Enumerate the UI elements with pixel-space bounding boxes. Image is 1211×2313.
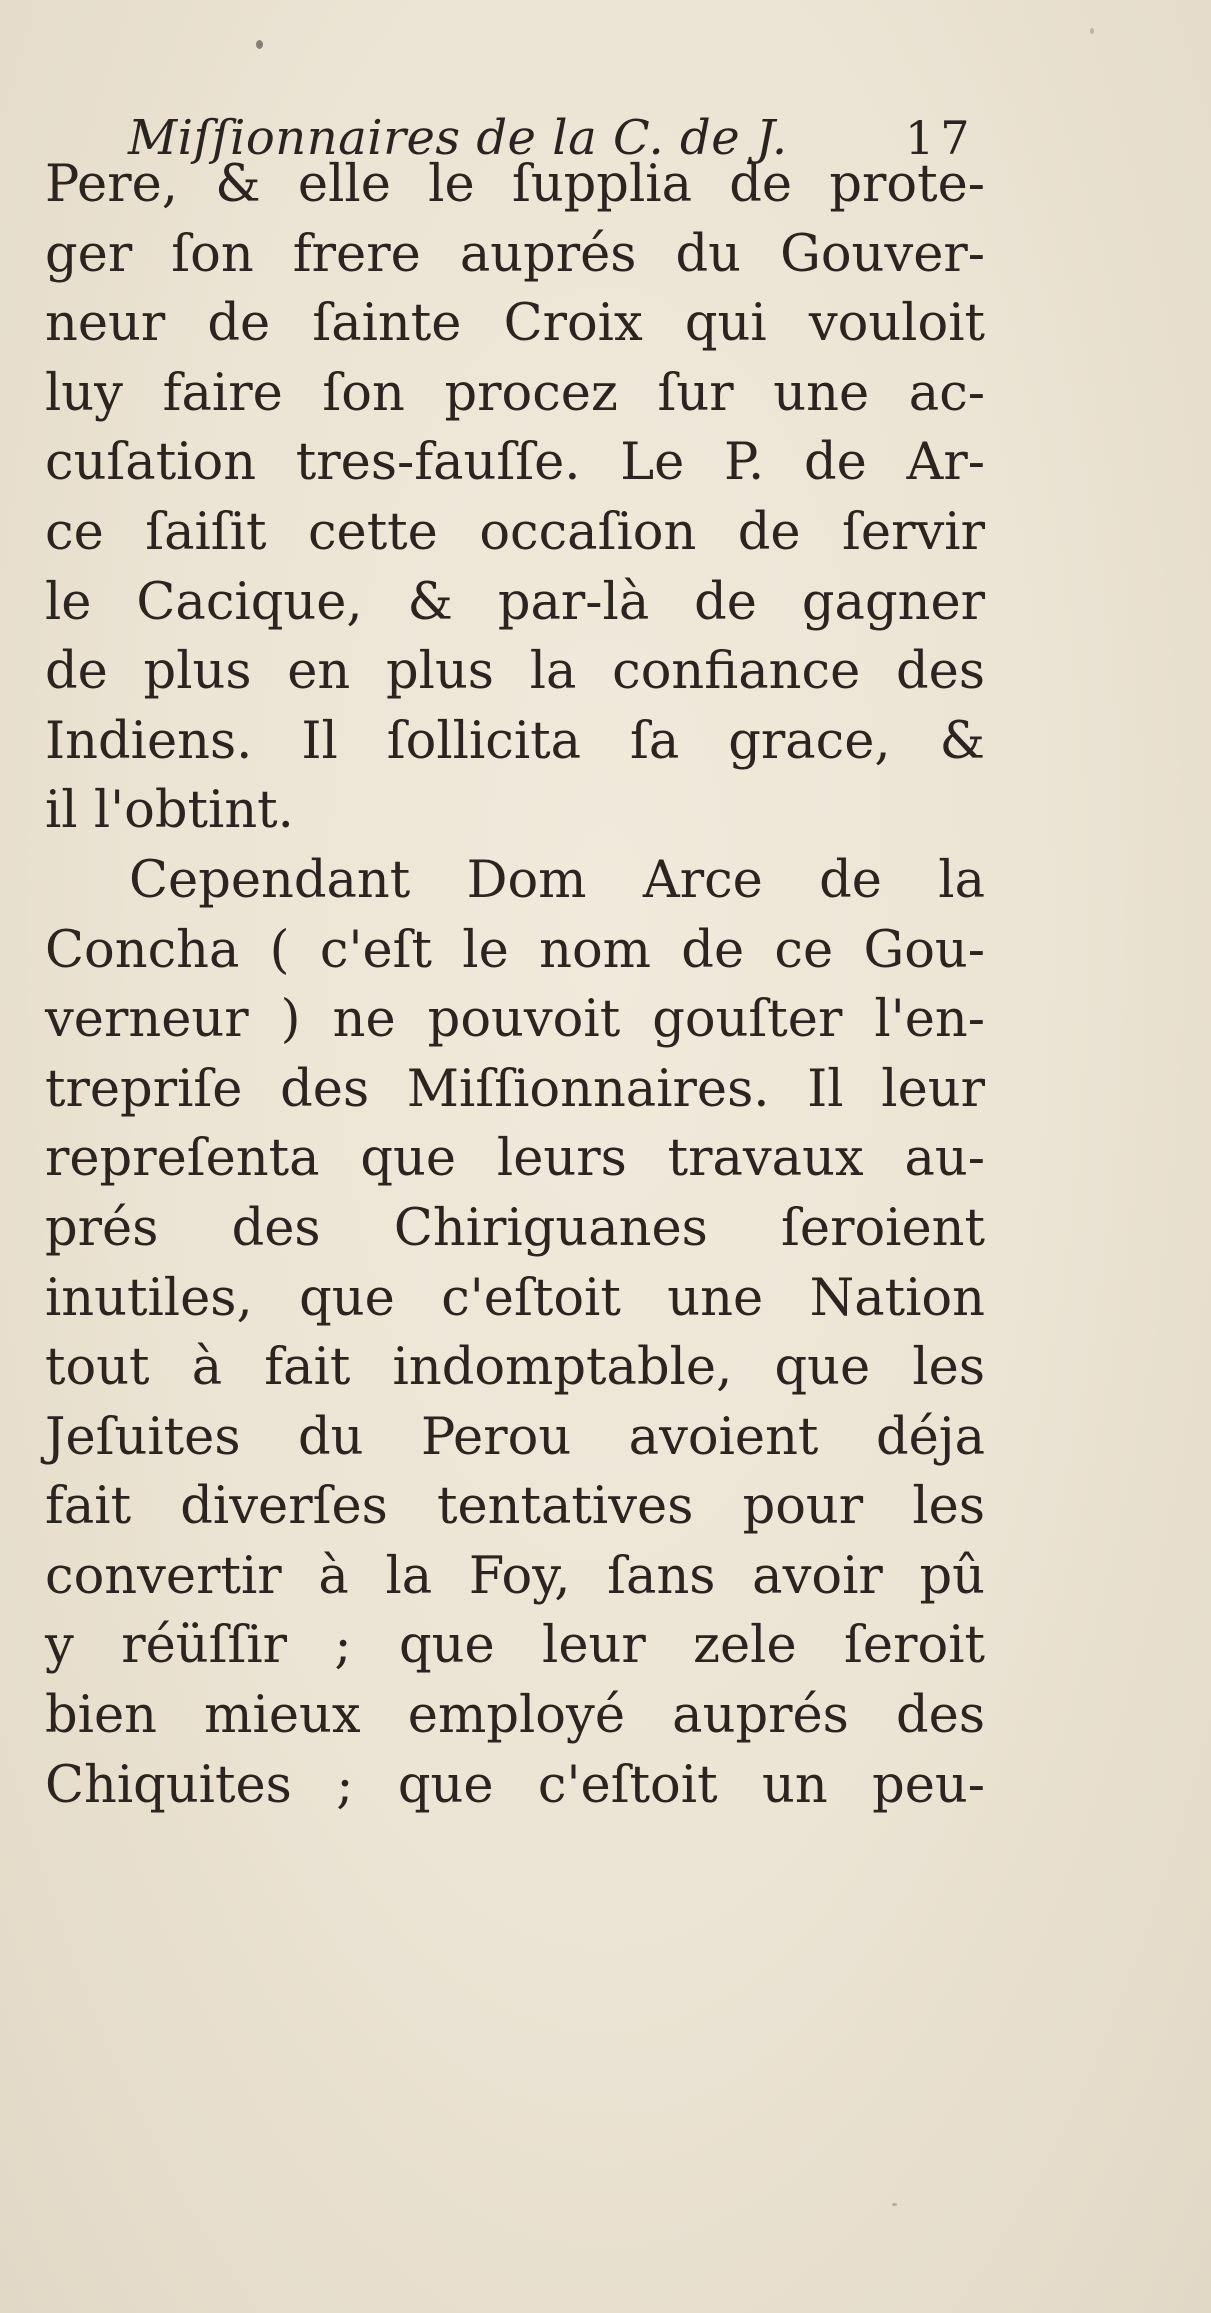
running-head: Miſſionnaires de la C. de J. bbox=[128, 110, 788, 166]
text-line: de plus en plus la confiance des bbox=[45, 642, 985, 702]
text-line: bien mieux employé auprés des bbox=[45, 1686, 985, 1746]
ink-speck bbox=[256, 40, 263, 49]
text-line: fait diverſes tentatives pour les bbox=[45, 1477, 985, 1537]
text-line: inutiles, que c'eſtoit une Nation bbox=[45, 1268, 985, 1328]
page-number: 17 bbox=[905, 111, 976, 165]
text-line: tout à fait indomptable, que les bbox=[45, 1338, 985, 1398]
text-line: Chiquites ; que c'eſtoit un peu- bbox=[45, 1755, 985, 1815]
text-line: verneur ) ne pouvoit gouſter l'en- bbox=[45, 990, 985, 1050]
text-line: prés des Chiriguanes ſeroient bbox=[45, 1198, 985, 1258]
text-line: trepriſe des Miſſionnaires. Il leur bbox=[45, 1059, 985, 1119]
text-line: y réüſſir ; que leur zele ſeroit bbox=[45, 1616, 985, 1676]
text-line: luy faire ſon procez ſur une ac- bbox=[45, 363, 985, 423]
text-line: Pere, & elle le ſupplia de prote- bbox=[45, 155, 985, 214]
ink-speck bbox=[1090, 28, 1094, 34]
text-line: Cependant Dom Arce de la bbox=[129, 850, 985, 910]
text-line: Concha ( c'eſt le nom de ce Gou- bbox=[45, 920, 985, 980]
body-text bbox=[45, 150, 985, 1820]
text-line: convertir à la Foy, ſans avoir pû bbox=[45, 1546, 985, 1606]
text-line: ger ſon frere auprés du Gouver- bbox=[45, 224, 985, 284]
text-line: repreſenta que leurs travaux au- bbox=[45, 1129, 985, 1189]
text-line: il l'obtint. bbox=[45, 781, 294, 841]
text-line: Jeſuites du Perou avoient déja bbox=[45, 1407, 985, 1467]
text-line: neur de ſainte Croix qui vouloit bbox=[45, 294, 985, 354]
text-line: cuſation tres-fauſſe. Le P. de Ar- bbox=[45, 433, 985, 493]
ink-speck bbox=[892, 2203, 897, 2206]
text-line: le Cacique, & par-là de gagner bbox=[45, 572, 985, 632]
text-line: Indiens. Il ſollicita ſa grace, & bbox=[45, 711, 985, 771]
text-line: ce ſaiſit cette occaſion de ſervir bbox=[45, 502, 985, 562]
